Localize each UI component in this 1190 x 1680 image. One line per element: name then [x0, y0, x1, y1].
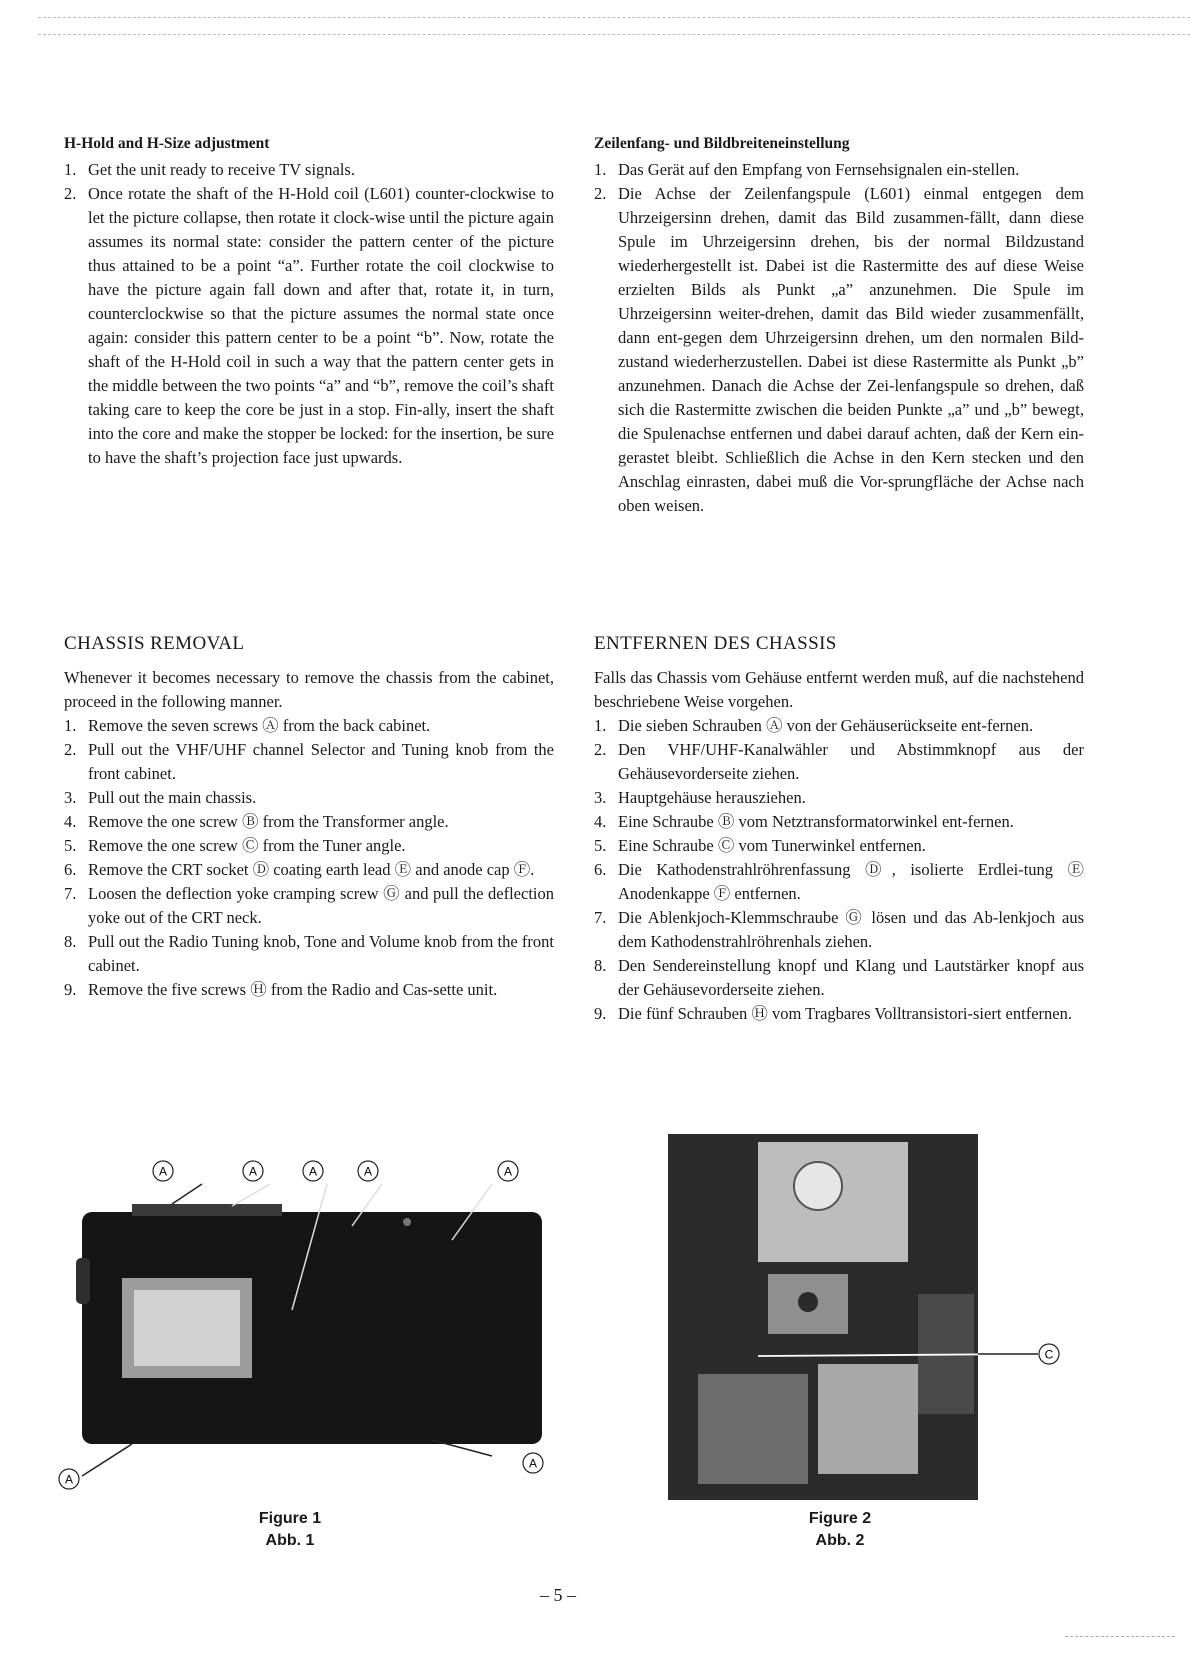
callout-c	[1038, 1343, 1060, 1370]
list-item: 6. Die Kathodenstrahlröhrenfassung Ⓓ, isolierte Erdlei-tung Ⓔ Anodenkappe Ⓕ entfernen.	[594, 860, 1084, 903]
chassis-removal-section	[64, 632, 554, 1002]
list-item: 7. Die Ablenkjoch-Klemmschraube Ⓖ lösen und das Ab-lenkjoch aus dem Kathodenstrahlröhrenhals ziehen.	[594, 908, 1084, 951]
callout-c-label: C	[1044, 1347, 1054, 1362]
list-item: 4. Remove the one screw Ⓑ from the Transformer angle.	[64, 812, 449, 831]
list-item: 4. Eine Schraube Ⓑ vom Netztransformatorwinkel ent-fernen.	[594, 812, 1014, 831]
figure-2-caption	[750, 1508, 930, 1552]
list-item: 1. Get the unit ready to receive TV signals.	[64, 160, 355, 179]
callout-a-label: A	[528, 1456, 538, 1471]
figure-2-drawing	[668, 1134, 1068, 1504]
callout-a-5	[497, 1160, 519, 1187]
callout-leader	[172, 1184, 202, 1204]
list-item: 2. Once rotate the shaft of the H-Hold coil (L601) counter-clockwise to let the picture collapse, then rotate it clock-wise until the picture again assumes its normal state: consider the pattern center of the picture thus attained to be a point “a”. Further rotate the coil clockwise to have the picture again fall down and after that, rotate it, in turn, counterclockwise so that the picture assumes the normal state once again: consider this pattern center to be a point “b”. Now, rotate the shaft of the H-Hold coil in such a way that the pattern center gets in the middle between the two points “a” and “b”, remove the coil’s shaft taking care to keep the core be just in a stop. Fin-ally, insert the shaft into the core and make the stopper be locked: for the insertion, be sure to have the shaft’s projection face just upwards.	[64, 184, 554, 467]
figure-1-label: Figure 1	[258, 1510, 322, 1527]
hhold-section	[64, 134, 554, 470]
figure-1	[52, 1160, 552, 1500]
chassis-removal-title: CHASSIS REMOVAL	[64, 633, 245, 654]
callout-a-label: A	[248, 1164, 258, 1179]
list-item: 8. Den Sendereinstellung knopf und Klang und Lautstärker knopf aus der Gehäusevorderseite ziehen.	[594, 956, 1084, 999]
list-item: 2. Die Achse der Zeilenfangspule (L601) einmal entgegen dem Uhrzeigersinn drehen, damit das Bild zusammen-fällt, dann diese Spule im Uhrzeigersinn drehen, bis der normal Bildzustand wiederhergestellt ist. Dabei ist die Rastermitte des auf diese Weise erzielten Bilds als Punkt „a” anzunehmen. Die Spule im Uhrzeigersinn weiter-drehen, damit das Bild wieder zusammenfällt, dann ent-gegen dem Uhrzeigersinn drehen, um den normalen Bild-zustand wiederherzustellen. Dabei ist diese Rastermitte als Punkt „b” anzunehmen. Danach die Achse der Zei-lenfangspule so drehen, daß sich die Rastermitte zwischen die beiden Punkte „a” und „b” bewegt, die Spulenachse entfernen und dabei darauf achten, daß der Kern ein-gerastet bleibt. Schließlich die Achse in den Kern stecken und den Anschlag einrasten, dabei muß die Vor-sprungfläche der Achse nach oben weisen.	[594, 184, 1084, 515]
list-item: 8. Pull out the Radio Tuning knob, Tone and Volume knob from the front cabinet.	[64, 932, 554, 975]
entfernen-section	[594, 632, 1084, 1026]
list-item: 5. Remove the one screw Ⓒ from the Tuner angle.	[64, 836, 406, 855]
callout-leader	[232, 1184, 270, 1206]
callout-a-label: A	[503, 1164, 513, 1179]
callout-a-4	[357, 1160, 379, 1187]
figure-2	[668, 1134, 1068, 1504]
list-item: 3. Pull out the main chassis.	[64, 788, 257, 807]
chassis-removal-intro: Whenever it becomes necessary to remove the chassis from the cabinet, proceed in the following manner.	[64, 668, 554, 711]
hhold-title: H-Hold and H-Size adjustment	[64, 135, 270, 152]
tv-top-controls	[132, 1204, 282, 1216]
list-item: 7. Loosen the deflection yoke cramping screw Ⓖ and pull the deflection yoke out of the CRT neck.	[64, 884, 554, 927]
callout-a-label: A	[363, 1164, 373, 1179]
chassis-tuner	[698, 1374, 808, 1484]
zeilen-title: Zeilenfang- und Bildbreiteneinstellung	[594, 135, 850, 152]
callout-a-2	[242, 1160, 264, 1187]
callout-a-label: A	[64, 1472, 74, 1487]
list-item: 1. Das Gerät auf den Empfang von Fernsehsignalen ein-stellen.	[594, 160, 1020, 179]
callout-a-6	[58, 1468, 80, 1495]
figure-1-label-de: Abb. 1	[265, 1532, 315, 1549]
zeilen-section	[594, 134, 1084, 518]
list-item: 9. Die fünf Schrauben Ⓗ vom Tragbares Volltransistori-siert entfernen.	[594, 1004, 1072, 1023]
list-item: 3. Hauptgehäuse herausziehen.	[594, 788, 806, 807]
callout-leader	[82, 1444, 132, 1476]
callout-a-3	[302, 1160, 324, 1187]
tv-label-plate-inner	[134, 1290, 240, 1366]
tv-side-knob	[76, 1258, 90, 1304]
list-item: 1. Remove the seven screws Ⓐ from the back cabinet.	[64, 716, 431, 735]
callout-a-label: A	[158, 1164, 168, 1179]
hhold-steps	[64, 158, 554, 470]
entfernen-intro: Falls das Chassis vom Gehäuse entfernt werden muß, auf die nachstehend beschriebene Weise vorgehen.	[594, 668, 1084, 711]
list-item: 1. Die sieben Schrauben Ⓐ von der Gehäuserückseite ent-fernen.	[594, 716, 1034, 735]
chassis-removal-steps	[64, 714, 554, 1002]
entfernen-steps	[594, 714, 1084, 1026]
figure-2-label: Figure 2	[808, 1510, 872, 1527]
list-item: 6. Remove the CRT socket Ⓓ coating earth lead Ⓔ and anode cap Ⓕ.	[64, 860, 535, 879]
callout-a-7	[522, 1452, 544, 1479]
dial-icon	[794, 1162, 842, 1210]
header-rule-top	[38, 17, 1190, 18]
figure-1-caption	[200, 1508, 380, 1552]
screw-icon	[403, 1218, 411, 1226]
figure-1-drawing	[52, 1160, 552, 1500]
figure-2-label-de: Abb. 2	[815, 1532, 865, 1549]
list-item: 2. Den VHF/UHF-Kanalwähler und Abstimmknopf aus der Gehäusevorderseite ziehen.	[594, 740, 1084, 783]
list-item: 2. Pull out the VHF/UHF channel Selector and Tuning knob from the front cabinet.	[64, 740, 554, 783]
list-item: 9. Remove the five screws Ⓗ from the Radio and Cas-sette unit.	[64, 980, 498, 999]
callout-a-1	[152, 1160, 174, 1187]
header-rule-bottom	[38, 34, 1190, 35]
coil-icon	[798, 1292, 818, 1312]
chassis-bracket	[818, 1364, 918, 1474]
callout-a-label: A	[308, 1164, 318, 1179]
entfernen-title: ENTFERNEN DES CHASSIS	[594, 633, 837, 654]
page-number: – 5 –	[540, 1585, 576, 1605]
zeilen-steps	[594, 158, 1084, 518]
list-item: 5. Eine Schraube Ⓒ vom Tunerwinkel entfernen.	[594, 836, 926, 855]
corner-scan-mark	[1065, 1636, 1175, 1637]
